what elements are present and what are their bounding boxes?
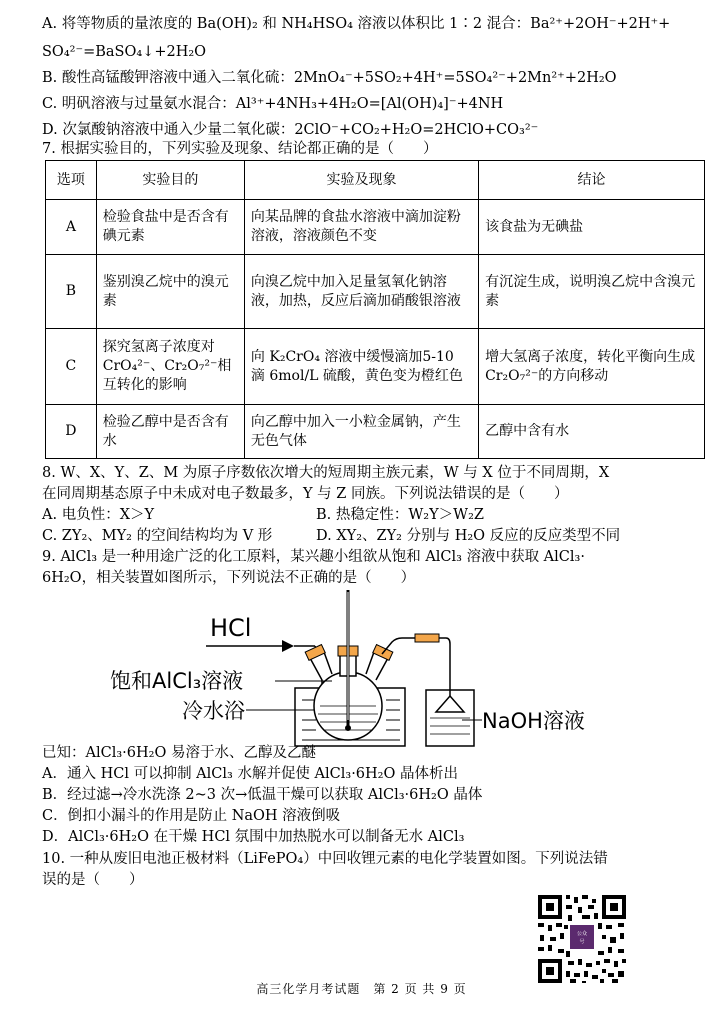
page-footer: 高三化学月考试题 第 2 页 共 9 页	[256, 982, 467, 996]
q6-option-a-line2: SO₄²⁻=BaSO₄↓+2H₂O	[42, 44, 207, 60]
cell-phenomenon: 向乙醇中加入一小粒金属钠，产生无色气体	[244, 405, 478, 459]
table-header-row	[46, 161, 705, 200]
saturated-alcl3-label: 饱和AlCl₃溶液	[110, 669, 244, 693]
q9-known: 已知：AlCl₃·6H₂O 易溶于水、乙醇及乙醚	[42, 745, 316, 761]
q9-option-a: A．通入 HCl 可以抑制 AlCl₃ 水解并促使 AlCl₃·6H₂O 晶体析出	[42, 766, 458, 782]
q10-stem-line2: 误的是（ ）	[42, 872, 144, 888]
svg-text:公众: 公众	[576, 931, 588, 937]
cell-option: B	[46, 255, 97, 329]
q9-stem-line2: 6H₂O，相关装置如图所示，下列说法不正确的是（ ）	[42, 570, 416, 586]
cell-conclusion: 增大氢离子浓度，转化平衡向生成 Cr₂O₇²⁻的方向移动	[479, 329, 705, 405]
cell-purpose: 鉴别溴乙烷中的溴元素	[96, 255, 244, 329]
q8-option-d: D. XY₂、ZY₂ 分别与 H₂O 反应的反应类型不同	[316, 528, 621, 544]
q9-option-d: D．AlCl₃·6H₂O 在干燥 HCl 氛围中加热脱水可以制备无水 AlCl₃	[42, 829, 465, 845]
svg-text:号: 号	[579, 939, 585, 945]
table-row	[46, 200, 705, 255]
q6-option-c: C. 明矾溶液与过量氨水混合：Al³⁺+4NH₃+4H₂O=[Al(OH)₄]⁻+4NH	[42, 96, 504, 112]
cell-purpose: 检验食盐中是否含有碘元素	[96, 200, 244, 255]
q8-stem-line2: 在同周期基态原子中未成对电子数最多，Y 与 Z 同族。下列说法错误的是（ ）	[42, 486, 569, 502]
apparatus-diagram	[110, 588, 630, 748]
cell-conclusion: 该食盐为无碘盐	[479, 200, 705, 255]
cell-option: A	[46, 200, 97, 255]
q6-option-a-line1: A. 将等物质的量浓度的 Ba(OH)₂ 和 NH₄HSO₄ 溶液以体积比 1∶2 混合：Ba²⁺+2OH⁻+2H⁺+	[42, 16, 671, 32]
q7-stem: 7. 根据实验目的，下列实验及现象、结论都正确的是（ ）	[42, 141, 438, 157]
q7-table	[45, 160, 705, 459]
cell-purpose: 探究氢离子浓度对CrO₄²⁻、Cr₂O₇²⁻相互转化的影响	[96, 329, 244, 405]
qr-logo-icon	[570, 925, 594, 949]
rubber-tube	[415, 634, 439, 642]
cell-conclusion: 有沉淀生成，说明溴乙烷中含溴元素	[479, 255, 705, 329]
q6-option-d: D. 次氯酸钠溶液中通入少量二氧化碳：2ClO⁻+CO₂+H₂O=2HClO+CO₃²⁻	[42, 122, 539, 138]
qr-code	[536, 893, 628, 985]
naoh-solution-label: NaOH溶液	[482, 709, 585, 733]
cell-option: D	[46, 405, 97, 459]
cold-bath-label: 冷水浴	[182, 699, 245, 723]
q8-option-c: C. ZY₂、MY₂ 的空间结构均为 V 形	[42, 528, 273, 544]
cell-phenomenon: 向溴乙烷中加入足量氢氧化钠溶液，加热，反应后滴加硝酸银溶液	[244, 255, 478, 329]
q8-option-a: A. 电负性：X＞Y	[42, 507, 155, 523]
q9-stem-line1: 9. AlCl₃ 是一种用途广泛的化工原料，某兴趣小组欲从饱和 AlCl₃ 溶液中获取 AlCl₃·	[42, 549, 585, 565]
col-header-option: 选项	[46, 161, 97, 200]
table-row	[46, 329, 705, 405]
q10-stem-line1: 10. 一种从废旧电池正极材料（LiFePO₄）中回收锂元素的电化学装置如图。下列说法错	[42, 851, 608, 867]
cell-phenomenon: 向 K₂CrO₄ 溶液中缓慢滴加5-10 滴 6mol/L 硫酸，黄色变为橙红色	[244, 329, 478, 405]
q8-option-b: B. 热稳定性：W₂Y＞W₂Z	[316, 507, 484, 523]
cell-purpose: 检验乙醇中是否含有水	[96, 405, 244, 459]
col-header-purpose: 实验目的	[96, 161, 244, 200]
col-header-phenomenon: 实验及现象	[244, 161, 478, 200]
q8-stem-line1: 8. W、X、Y、Z、M 为原子序数依次增大的短周期主族元素，W 与 X 位于不同周期，X	[42, 465, 610, 481]
q9-option-c: C．倒扣小漏斗的作用是防止 NaOH 溶液倒吸	[42, 808, 341, 824]
cell-phenomenon: 向某品牌的食盐水溶液中滴加淀粉溶液，溶液颜色不变	[244, 200, 478, 255]
q9-option-b: B．经过滤→冷水洗涤 2~3 次→低温干燥可以获取 AlCl₃·6H₂O 晶体	[42, 787, 483, 803]
q6-option-b: B. 酸性高锰酸钾溶液中通入二氧化硫：2MnO₄⁻+5SO₂+4H⁺=5SO₄²⁻+2Mn²⁺+2H₂O	[42, 70, 617, 86]
hcl-label: HCl	[210, 614, 252, 642]
arrow-head-icon	[282, 640, 294, 652]
inverted-funnel	[436, 696, 464, 712]
cell-conclusion: 乙醇中含有水	[479, 405, 705, 459]
table-row	[46, 405, 705, 459]
cell-option: C	[46, 329, 97, 405]
col-header-conclusion: 结论	[479, 161, 705, 200]
table-row	[46, 255, 705, 329]
